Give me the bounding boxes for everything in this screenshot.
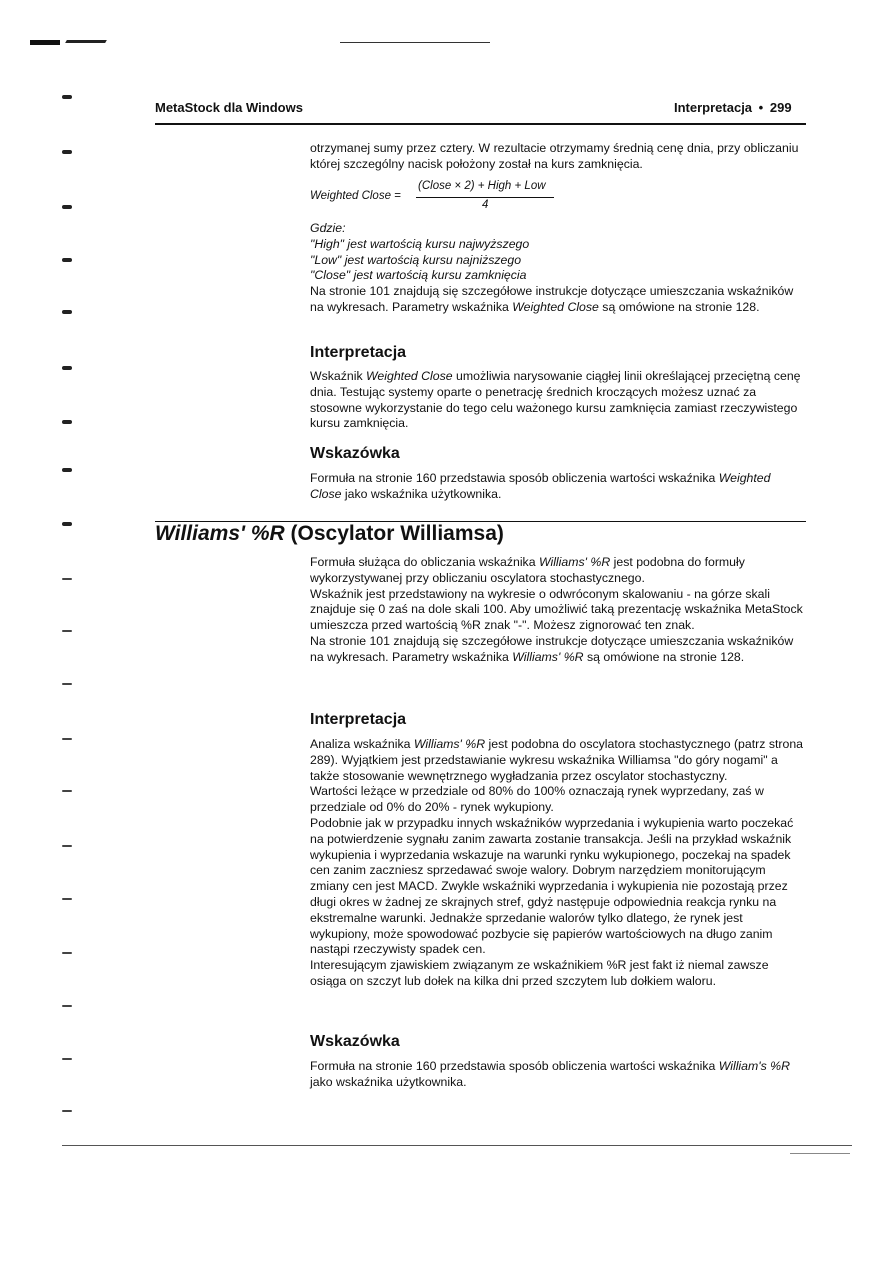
- margin-mark: [62, 683, 72, 685]
- margin-mark: [62, 1005, 72, 1007]
- section-heading-wskazowka-2: Wskazówka: [310, 1033, 400, 1050]
- margin-mark: [62, 150, 72, 154]
- interp2-indicator: Williams' %R: [413, 737, 486, 751]
- def-close: "Close" jest wartością kursu zamknięcia: [310, 268, 527, 283]
- tip-text: Formuła na stronie 160 przedstawia sposób obliczenia wartości wskaźnika: [310, 471, 719, 485]
- scan-line-bottom-2: [790, 1153, 850, 1154]
- intro-paragraph: [310, 141, 805, 173]
- margin-mark: [62, 790, 72, 792]
- ref-indicator: Weighted Close: [512, 299, 599, 314]
- intro-text: otrzymanej sumy przez cztery. W rezultacie otrzymamy średnią cenę dnia, przy obliczaniu której szczególny nacisk położony został na kurs zamknięcia.: [310, 141, 799, 171]
- header-bullet: •: [758, 100, 764, 115]
- section-heading-wskazowka: Wskazówka: [310, 445, 400, 462]
- formula-numerator: (Close × 2) + High + Low: [418, 180, 546, 192]
- interpretacja-2-paragraphs: [310, 737, 805, 990]
- scan-mark-top: [30, 40, 60, 45]
- tip-text-end: jako wskaźnika użytkownika.: [341, 486, 502, 501]
- margin-mark: [62, 1110, 72, 1112]
- williams-text: Formuła służąca do obliczania wskaźnika: [310, 555, 539, 569]
- formula-denominator: 4: [482, 199, 489, 211]
- header-rule: [155, 123, 806, 125]
- margin-mark: [62, 310, 72, 314]
- williams-title: [155, 522, 504, 546]
- margin-mark: [62, 845, 72, 847]
- margin-mark: [62, 420, 72, 424]
- williams-title-rest: (Oscylator Williamsa): [284, 522, 504, 545]
- margin-mark: [62, 258, 72, 262]
- page-number: 299: [769, 100, 792, 115]
- margin-mark: [62, 952, 72, 954]
- def-high: "High" jest wartością kursu najwyższego: [310, 236, 530, 251]
- running-header-section: [674, 100, 792, 115]
- williams-ref-text: Na stronie 101 znajdują się szczegółowe instrukcje dotyczące umieszczania wskaźników na wykresach. Parametry wskaźnika: [310, 633, 794, 664]
- interp2-text: Analiza wskaźnika: [310, 737, 414, 751]
- margin-mark: [62, 578, 72, 580]
- wskazowka-paragraph: [310, 471, 805, 503]
- margin-mark: [62, 1058, 72, 1060]
- margin-mark: [62, 366, 72, 370]
- scan-line-bottom: [62, 1145, 852, 1146]
- where-label: Gdzie:: [310, 221, 346, 235]
- tip2-text-end: jako wskaźnika użytkownika.: [310, 1074, 467, 1089]
- interp2-ranges: Wartości leżące w przedziale od 80% do 100% oznaczają rynek wyprzedany, zaś w przedziale od 0% do 20% - rynek wykupiony.: [310, 784, 764, 815]
- margin-mark: [62, 522, 72, 526]
- interp-text-end: umożliwia narysowanie ciągłej linii określającej przeciętną cenę dnia. Testując systemy oparte o penetrację średnich kroczących możesz uznać za stosowne wykorzystanie do tego celu ważonego kursu zamknięcia zamiast rzeczywistego kursu zamknięcia.: [310, 369, 801, 431]
- margin-mark: [62, 898, 72, 900]
- interp2-confirmation: Podobnie jak w przypadku innych wskaźników wyprzedania i wykupienia warto poczekać na potwierdzenie sygnału zanim zawarta zostanie transakcja. Jeśli na przykład wskaźnik wykupienia i wyprzedania wskazuje na warunki rynku wykupionego, poczekaj na spadek cen zanim zaczniesz sprzedawać swoje walory. Dobrym narzędziem monitorującym zmiany cen jest MACD. Zwykle wskaźniki wyprzedania i wykupienia nie pozostają przez długi okres w żadnej ze skrajnych stref, gdyż następuje odpowiednia reakcja rynku na ekstremalne warunki. Jednakże sprzedanie walorów tylko dlatego, że rynek jest wykupiony, może spowodować pozbycie się papierów wartościowych na długo zanim nastąpi rzeczywisty spadek cen.: [310, 815, 794, 957]
- running-header-title: MetaStock dla Windows: [155, 100, 303, 115]
- williams-indicator: Williams' %R: [538, 555, 611, 569]
- margin-mark: [62, 205, 72, 209]
- margin-mark: [62, 95, 72, 99]
- margin-mark: [62, 468, 72, 472]
- ref-text-end: są omówione na stronie 128.: [598, 299, 760, 314]
- williams-text-end: jest podobna do formuły wykorzystywanej przy obliczaniu oscylatora stochastycznego.: [310, 555, 745, 585]
- header-section-label: Interpretacja: [674, 100, 753, 115]
- tip2-indicator: William's %R: [718, 1059, 790, 1073]
- intro-reference: [310, 284, 805, 316]
- scan-mark-top-2: [65, 40, 107, 43]
- ref-text: Na stronie 101 znajdują się szczegółowe instrukcje dotyczące umieszczania wskaźników na wykresach. Parametry wskaźnika: [310, 284, 794, 314]
- tip2-text: Formuła na stronie 160 przedstawia sposób obliczenia wartości wskaźnika: [310, 1059, 719, 1073]
- interp-text: Wskaźnik: [310, 369, 367, 383]
- section-heading-interpretacja: Interpretacja: [310, 344, 407, 361]
- williams-ref-indicator: Williams' %R: [512, 649, 584, 664]
- interp-indicator: Weighted Close: [366, 369, 453, 383]
- tip-indicator: Weighted Close: [310, 471, 771, 501]
- section-heading-interpretacja-2: Interpretacja: [310, 711, 407, 728]
- margin-mark: [62, 738, 72, 740]
- scan-line-top: [340, 42, 490, 43]
- def-low: "Low" jest wartością kursu najniższego: [310, 252, 522, 267]
- definitions: [310, 221, 805, 284]
- interpretacja-paragraph: [310, 369, 805, 432]
- interp2-text-end: jest podobna do oscylatora stochastycznego (patrz strona 289). Wyjątkiem jest przedstawianie wykresu wskaźnika Williamsa "do góry nogami" a także stosowanie wewnętrznego wygładzania przez oscylator stochastyczny.: [310, 737, 803, 783]
- margin-mark: [62, 630, 72, 632]
- williams-title-italic: Williams' %R: [155, 522, 285, 545]
- wskazowka-2-paragraph: [310, 1059, 805, 1091]
- williams-ref-text-end: są omówione na stronie 128.: [583, 649, 745, 664]
- formula-lhs: Weighted Close =: [310, 190, 401, 202]
- williams-scale-text: Wskaźnik jest przedstawiony na wykresie o odwróconym skalowaniu - na górze skali znajduje się 0 zaś na dole skali 100. Aby umożliwić taką prezentację wskaźnika MetaStock umieszcza przed wartością %R znak "-". Możesz zignorować ten znak.: [310, 586, 803, 633]
- formula-fraction-bar: [416, 197, 554, 198]
- williams-intro: [310, 555, 805, 666]
- interp2-phenomenon: Interesującym zjawiskiem związanym ze wskaźnikiem %R jest fakt iż niemal zawsze osiąga on szczyt lub dołek na kilka dni przed szczytem lub dołkiem waloru.: [310, 958, 769, 988]
